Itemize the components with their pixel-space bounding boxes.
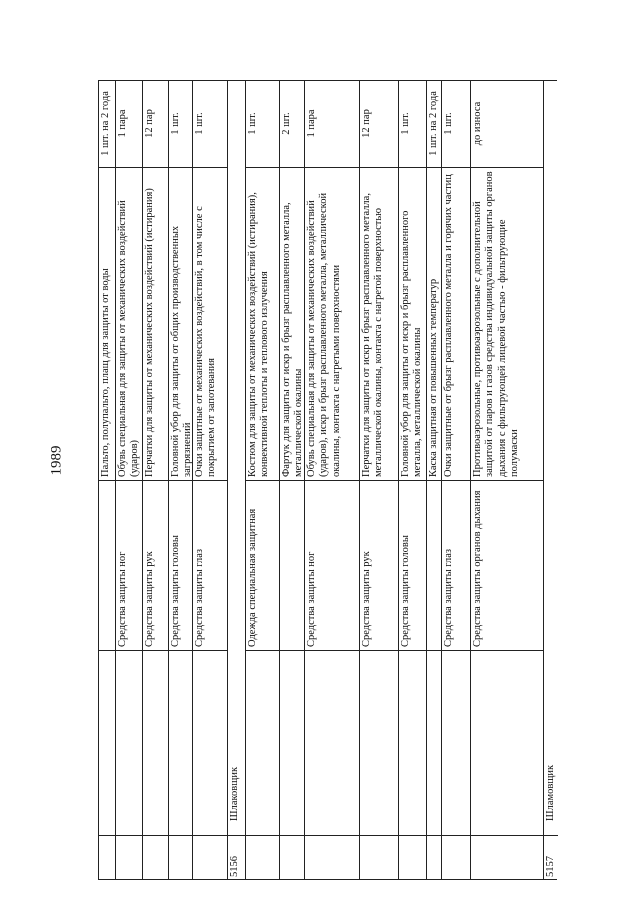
page-number	[42, 440, 72, 480]
cell-border	[442, 650, 471, 651]
cell-profession-text: Шламовщик	[545, 764, 556, 821]
cell-item-text: Противоаэрозольные, противоаэрозольные с дополнительной защитой от паров и газов средства индивидуальной защиты органов дыхания с фильтрующей лицевой частью - фильтрующие полумаски	[472, 171, 521, 477]
cell-item-text: Очки защитные от механических воздействий, в том числе с покрытием от запотевания	[194, 206, 218, 477]
table-row	[279, 80, 304, 880]
cell-norm-text: 1 шт.	[400, 112, 411, 135]
page-number-text: 1989	[48, 445, 65, 475]
table-row	[115, 80, 142, 880]
cell-item-text: Перчатки для защиты от механических воздействий (истирания)	[144, 188, 155, 477]
cell-border	[305, 835, 360, 836]
table-row	[142, 80, 168, 880]
cell-item-text: Перчатки для защиты от искр и брызг расплавленного металла, металлической окалины, контакта с нагретой поверхностью	[361, 193, 385, 477]
cell-norm-text: 1 шт. на 2 года	[428, 91, 439, 156]
cell-border	[193, 650, 228, 651]
table-row	[168, 80, 192, 880]
cell-border	[427, 835, 442, 836]
cell-border	[280, 480, 305, 481]
cell-code-text: 5157	[545, 856, 556, 877]
cell-category-text: Средства защиты глаз	[443, 548, 454, 647]
cell-border	[471, 650, 544, 651]
cell-norm-text: 1 шт.	[247, 112, 258, 135]
table-row	[304, 80, 359, 880]
cell-category-text: Средства защиты рук	[361, 551, 372, 647]
cell-item-text: Головной убор для защиты от искр и брызг расплавленного металла, металлической окалины	[400, 210, 424, 477]
cell-norm-text: 1 пара	[306, 109, 317, 138]
table-row	[470, 80, 543, 880]
cell-norm-text: 1 шт.	[170, 112, 181, 135]
cell-border	[471, 835, 544, 836]
cell-norm-text: 1 шт.	[443, 112, 454, 135]
cell-border	[169, 835, 193, 836]
cell-norm-text: 12 пар	[361, 109, 372, 138]
cell-category-text: Средства защиты ног	[117, 551, 128, 647]
cell-item-text: Пальто, полупальто, плащ для защиты от воды	[100, 268, 111, 477]
cell-border	[116, 650, 143, 651]
cell-item-text: Обувь специальная для защиты от механических воздействий (ударов)	[117, 200, 141, 477]
cell-border	[442, 835, 471, 836]
cell-border	[116, 835, 143, 836]
cell-border	[143, 835, 169, 836]
cell-category-text: Средства защиты ног	[306, 551, 317, 647]
cell-border	[246, 650, 280, 651]
cell-border	[99, 650, 116, 651]
table-edge	[98, 80, 557, 81]
table-row	[192, 80, 227, 880]
cell-border	[427, 650, 442, 651]
table-row	[98, 80, 115, 880]
ppe-norms-table	[98, 80, 556, 880]
cell-category-text: Одежда специальная защитная	[247, 508, 258, 647]
table-row	[245, 80, 279, 880]
table-row	[426, 80, 441, 880]
cell-norm-text: 2 шт.	[281, 112, 292, 135]
cell-category-text: Средства защиты органов дыхания	[472, 490, 483, 647]
cell-code-text: 5156	[229, 856, 240, 877]
cell-category-text: Средства защиты глаз	[194, 548, 205, 647]
cell-border	[246, 835, 280, 836]
cell-norm-text: до износа	[472, 101, 483, 146]
table-row	[543, 80, 557, 880]
cell-border	[169, 650, 193, 651]
cell-item-text: Фартук для защиты от искр и брызг расплавленного металла, металлической окалины	[281, 202, 305, 477]
cell-profession-text: Шлаковщик	[229, 766, 240, 821]
cell-norm-text: 1 пара	[117, 109, 128, 138]
cell-border	[99, 835, 116, 836]
cell-border	[360, 835, 399, 836]
cell-category-text: Средства защиты рук	[144, 551, 155, 647]
cell-border	[399, 650, 427, 651]
cell-item-text: Головной убор для защиты от общих производственных загрязнений	[170, 225, 194, 477]
cell-border	[193, 835, 228, 836]
cell-item-text: Очки защитные от брызг расплавленного металла и горячих частиц	[443, 174, 454, 477]
cell-border	[280, 650, 305, 651]
cell-item-text: Костюм для защиты от механических воздействий (истирания), конвективной теплоты и теплового излучения	[247, 192, 271, 477]
cell-category-text: Средства защиты головы	[400, 535, 411, 647]
cell-border	[99, 480, 116, 481]
cell-norm-text: 12 пар	[144, 109, 155, 138]
table-row	[398, 80, 426, 880]
cell-item-text: Каска защитная от повышенных температур	[428, 278, 439, 477]
table-edge	[98, 879, 557, 880]
table-row	[227, 80, 245, 880]
cell-norm-text: 1 шт.	[194, 112, 205, 135]
cell-border	[360, 650, 399, 651]
cell-border	[305, 650, 360, 651]
cell-border	[143, 650, 169, 651]
cell-norm-text: 1 шт. на 2 года	[100, 91, 111, 156]
cell-category-text: Средства защиты головы	[170, 535, 181, 647]
cell-item-text: Обувь специальная для защиты от механических воздействий (ударов), искр и брызг расплавленного металла, металлической окалины, контакта с нагретыми поверхностями	[306, 192, 342, 477]
cell-border	[280, 835, 305, 836]
table-row	[359, 80, 398, 880]
table-row	[441, 80, 470, 880]
cell-border	[399, 835, 427, 836]
cell-border	[427, 480, 442, 481]
